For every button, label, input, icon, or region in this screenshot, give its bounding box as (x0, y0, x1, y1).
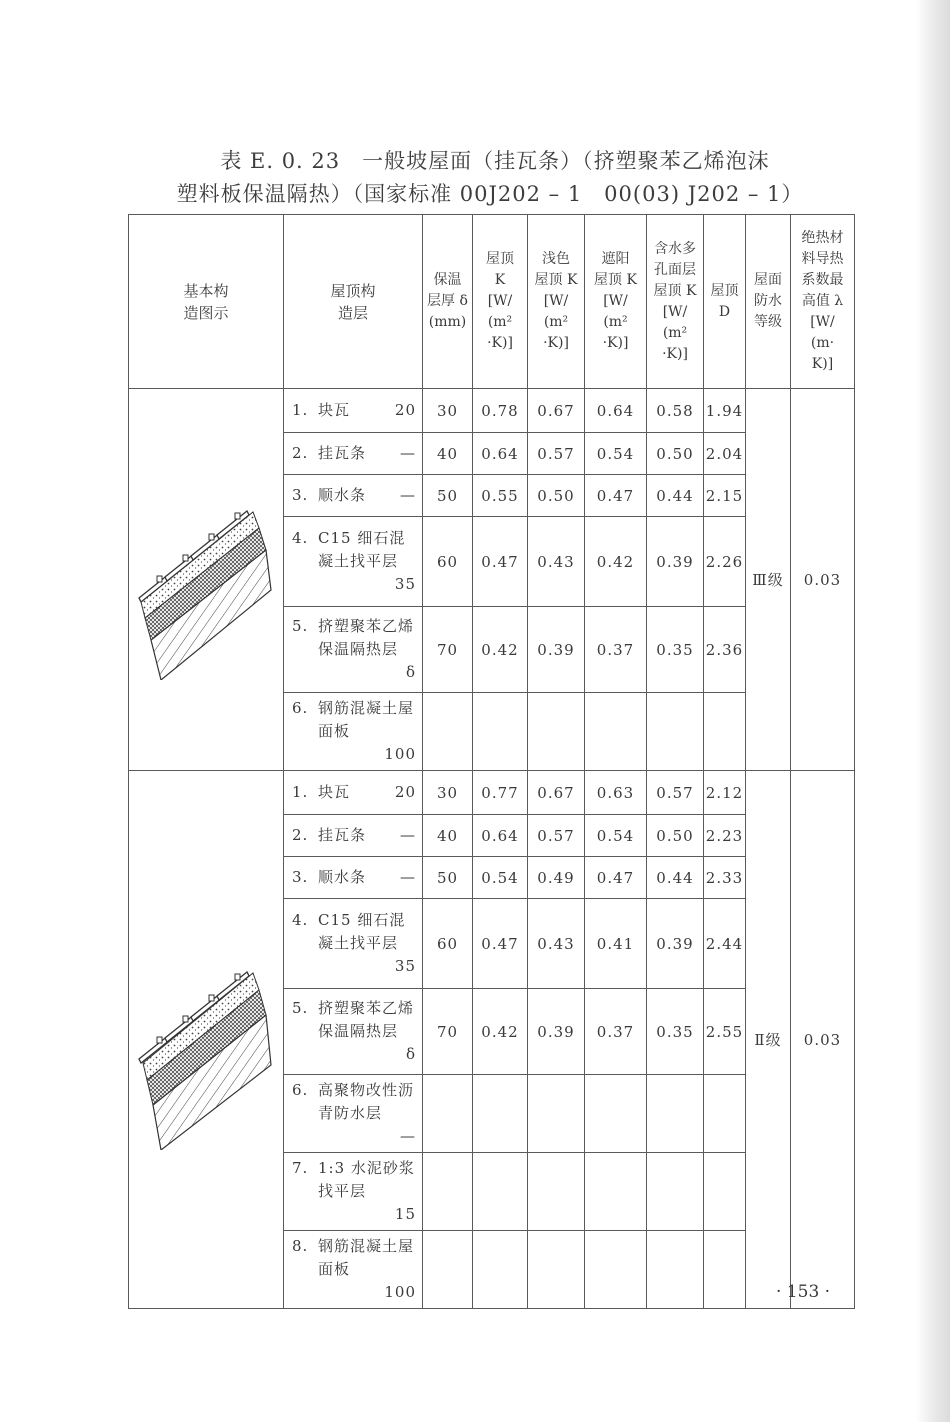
cell-d: 2.15 (704, 475, 746, 517)
cell-thickness: 40 (423, 433, 473, 475)
cell-k-roof: 0.47 (473, 899, 528, 989)
header-k-light: 浅色 屋顶 K [W/ (m² ·K)] (528, 215, 585, 389)
layer-cell (284, 389, 423, 433)
table-title-line-2: 塑料板保温隔热）（国家标准 00J202 – 1 00(03) J202 – 1） (176, 182, 804, 206)
table-body (129, 389, 855, 1309)
layer-thickness-value: — (400, 486, 416, 504)
layer-number: 5. (292, 617, 309, 635)
cell-k-porous: 0.58 (647, 389, 704, 433)
roof-section-diagram (131, 930, 281, 1150)
cell-k-roof: 0.42 (473, 989, 528, 1075)
empty-cell (704, 693, 746, 771)
layer-item (292, 909, 416, 978)
header-layers: 屋顶构 造层 (284, 215, 423, 389)
cell-k-shade: 0.64 (585, 389, 647, 433)
layer-item (292, 697, 416, 766)
cell-d: 2.36 (704, 607, 746, 693)
cell-d: 2.23 (704, 815, 746, 857)
layer-number: 2. (292, 444, 309, 462)
layer-number: 4. (292, 911, 309, 929)
cell-k-shade: 0.63 (585, 771, 647, 815)
layer-cell (284, 815, 423, 857)
cell-thickness: 70 (423, 989, 473, 1075)
cell-k-porous: 0.44 (647, 475, 704, 517)
cell-k-roof: 0.42 (473, 607, 528, 693)
cell-k-light: 0.67 (528, 771, 585, 815)
cell-k-light: 0.43 (528, 899, 585, 989)
diagram-cell (129, 389, 284, 771)
cell-k-roof: 0.64 (473, 433, 528, 475)
cell-k-shade: 0.42 (585, 517, 647, 607)
page-edge-shadow (916, 0, 950, 1422)
diagram-cell (129, 771, 284, 1309)
layer-item (292, 781, 416, 804)
layer-thickness-value: 35 (394, 957, 416, 975)
batten-shape (157, 1037, 162, 1043)
layer-cell (284, 517, 423, 607)
layer-number: 7. (292, 1159, 309, 1177)
cell-k-porous: 0.50 (647, 815, 704, 857)
cell-k-porous: 0.44 (647, 857, 704, 899)
empty-cell (704, 1153, 746, 1231)
batten-shape (235, 974, 240, 980)
layer-number: 2. (292, 826, 309, 844)
layer-item (292, 399, 416, 422)
waterproof-grade-cell: Ⅱ级 (746, 771, 791, 1309)
layer-name: 挂瓦条 (318, 826, 367, 844)
empty-cell (473, 1231, 528, 1309)
layer-name: 钢筋混凝土屋面板 (318, 1237, 415, 1278)
lambda-cell: 0.03 (791, 389, 855, 771)
batten-shape (183, 1016, 188, 1022)
cell-k-light: 0.57 (528, 815, 585, 857)
empty-cell (647, 1075, 704, 1153)
cell-k-shade: 0.47 (585, 475, 647, 517)
empty-cell (647, 693, 704, 771)
table-row (129, 771, 855, 815)
cell-d: 1.94 (704, 389, 746, 433)
layer-thickness-value: — (400, 826, 416, 844)
layer-thickness-value: δ (405, 1045, 416, 1063)
cell-d: 2.12 (704, 771, 746, 815)
cell-thickness: 30 (423, 771, 473, 815)
cell-k-roof: 0.47 (473, 517, 528, 607)
layer-item (292, 1157, 416, 1226)
empty-cell (585, 1075, 647, 1153)
cell-k-shade: 0.47 (585, 857, 647, 899)
cell-d: 2.04 (704, 433, 746, 475)
cell-k-light: 0.49 (528, 857, 585, 899)
cell-k-roof: 0.78 (473, 389, 528, 433)
layer-item (292, 484, 416, 507)
empty-cell (528, 1153, 585, 1231)
cell-k-light: 0.43 (528, 517, 585, 607)
batten-shape (209, 534, 214, 540)
layer-thickness-value: 20 (394, 783, 416, 801)
header-k-roof: 屋顶 K [W/ (m² ·K)] (473, 215, 528, 389)
cell-thickness: 50 (423, 857, 473, 899)
layer-cell (284, 433, 423, 475)
cell-k-porous: 0.35 (647, 607, 704, 693)
layer-name: 挂瓦条 (318, 444, 367, 462)
layer-thickness-value: — (400, 444, 416, 462)
layer-item (292, 1079, 416, 1148)
roof-section-diagram (131, 480, 281, 680)
cell-thickness: 40 (423, 815, 473, 857)
cell-d: 2.26 (704, 517, 746, 607)
layer-name: 块瓦 (318, 783, 351, 801)
empty-cell (473, 1153, 528, 1231)
empty-cell (423, 693, 473, 771)
layer-number: 5. (292, 999, 309, 1017)
cell-thickness: 70 (423, 607, 473, 693)
layer-thickness-value: 15 (394, 1205, 416, 1223)
empty-cell (423, 1153, 473, 1231)
table-title-line-1: 表 E. 0. 23 一般坡屋面（挂瓦条）（挤塑聚苯乙烯泡沫 (220, 149, 770, 173)
cell-k-roof: 0.55 (473, 475, 528, 517)
cell-k-roof: 0.77 (473, 771, 528, 815)
empty-cell (473, 1075, 528, 1153)
cell-k-porous: 0.35 (647, 989, 704, 1075)
cell-k-light: 0.57 (528, 433, 585, 475)
layer-number: 3. (292, 486, 309, 504)
empty-cell (473, 693, 528, 771)
layer-name: 块瓦 (318, 401, 351, 419)
layer-cell (284, 1153, 423, 1231)
layer-cell (284, 989, 423, 1075)
empty-cell (585, 1153, 647, 1231)
layer-number: 8. (292, 1237, 309, 1255)
header-thickness: 保温 层厚 δ (mm) (423, 215, 473, 389)
empty-cell (585, 1231, 647, 1309)
layer-thickness-value: 35 (394, 575, 416, 593)
layer-name: 挤塑聚苯乙烯保温隔热层 (318, 617, 415, 658)
layer-cell (284, 857, 423, 899)
header-waterproof: 屋面 防水 等级 (746, 215, 791, 389)
cell-k-light: 0.39 (528, 989, 585, 1075)
cell-d: 2.33 (704, 857, 746, 899)
layer-name: 1:3 水泥砂浆找平层 (318, 1159, 415, 1200)
page-number: · 153 · (776, 1282, 831, 1302)
layer-thickness-value: 100 (384, 745, 416, 763)
cell-thickness: 60 (423, 899, 473, 989)
layer-name: 高聚物改性沥青防水层 (318, 1081, 415, 1122)
layer-cell (284, 1075, 423, 1153)
layer-cell (284, 899, 423, 989)
layer-name: 挤塑聚苯乙烯保温隔热层 (318, 999, 415, 1040)
layer-name: 顺水条 (318, 486, 367, 504)
cell-k-roof: 0.64 (473, 815, 528, 857)
layer-number: 3. (292, 868, 309, 886)
empty-cell (528, 1075, 585, 1153)
cell-k-light: 0.67 (528, 389, 585, 433)
batten-shape (157, 576, 162, 582)
header-k-shade: 遮阳 屋顶 K [W/ (m² ·K)] (585, 215, 647, 389)
waterproof-grade-cell: Ⅲ级 (746, 389, 791, 771)
layer-cell (284, 1231, 423, 1309)
layer-number: 1. (292, 401, 309, 419)
header-d-roof: 屋顶 D (704, 215, 746, 389)
thermal-spec-table (128, 214, 855, 1309)
cell-k-shade: 0.41 (585, 899, 647, 989)
layer-name: 钢筋混凝土屋面板 (318, 699, 415, 740)
layer-thickness-value: — (400, 868, 416, 886)
cell-k-shade: 0.54 (585, 433, 647, 475)
cell-k-shade: 0.54 (585, 815, 647, 857)
layer-thickness-value: — (400, 1127, 416, 1145)
cell-k-light: 0.50 (528, 475, 585, 517)
layer-cell (284, 771, 423, 815)
empty-cell (704, 1075, 746, 1153)
layer-item (292, 997, 416, 1066)
layer-item (292, 866, 416, 889)
layer-number: 4. (292, 529, 309, 547)
layer-number: 6. (292, 1081, 309, 1099)
layer-item (292, 1235, 416, 1304)
cell-thickness: 30 (423, 389, 473, 433)
layer-name: 顺水条 (318, 868, 367, 886)
empty-cell (704, 1231, 746, 1309)
layer-name: C15 细石混凝土找平层 (318, 911, 406, 952)
layer-number: 1. (292, 783, 309, 801)
cell-k-light: 0.39 (528, 607, 585, 693)
cell-thickness: 60 (423, 517, 473, 607)
cell-k-porous: 0.39 (647, 899, 704, 989)
empty-cell (528, 1231, 585, 1309)
header-k-porous: 含水多 孔面层 屋顶 K [W/ (m² ·K)] (647, 215, 704, 389)
layer-name: C15 细石混凝土找平层 (318, 529, 406, 570)
empty-cell (423, 1075, 473, 1153)
layer-item (292, 615, 416, 684)
cell-d: 2.55 (704, 989, 746, 1075)
layer-number: 6. (292, 699, 309, 717)
header-diagram: 基本构 造图示 (129, 215, 284, 389)
cell-k-porous: 0.50 (647, 433, 704, 475)
batten-shape (209, 995, 214, 1001)
empty-cell (423, 1231, 473, 1309)
layer-thickness-value: 20 (394, 401, 416, 419)
cell-k-porous: 0.39 (647, 517, 704, 607)
layer-thickness-value: 100 (384, 1283, 416, 1301)
empty-cell (585, 693, 647, 771)
empty-cell (528, 693, 585, 771)
layer-thickness-value: δ (405, 663, 416, 681)
layer-item (292, 824, 416, 847)
header-row (129, 215, 855, 389)
empty-cell (647, 1231, 704, 1309)
empty-cell (647, 1153, 704, 1231)
cell-k-roof: 0.54 (473, 857, 528, 899)
table-row (129, 389, 855, 433)
layer-item (292, 442, 416, 465)
layer-item (292, 527, 416, 596)
cell-d: 2.44 (704, 899, 746, 989)
cell-k-shade: 0.37 (585, 989, 647, 1075)
layer-cell (284, 475, 423, 517)
cell-thickness: 50 (423, 475, 473, 517)
layer-cell (284, 607, 423, 693)
cell-k-porous: 0.57 (647, 771, 704, 815)
layer-cell (284, 693, 423, 771)
batten-shape (235, 513, 240, 519)
batten-shape (183, 555, 188, 561)
lambda-cell: 0.03 (791, 771, 855, 1309)
header-lambda: 绝热材 料导热 系数最 高值 λ [W/ (m· K)] (791, 215, 855, 389)
cell-k-shade: 0.37 (585, 607, 647, 693)
